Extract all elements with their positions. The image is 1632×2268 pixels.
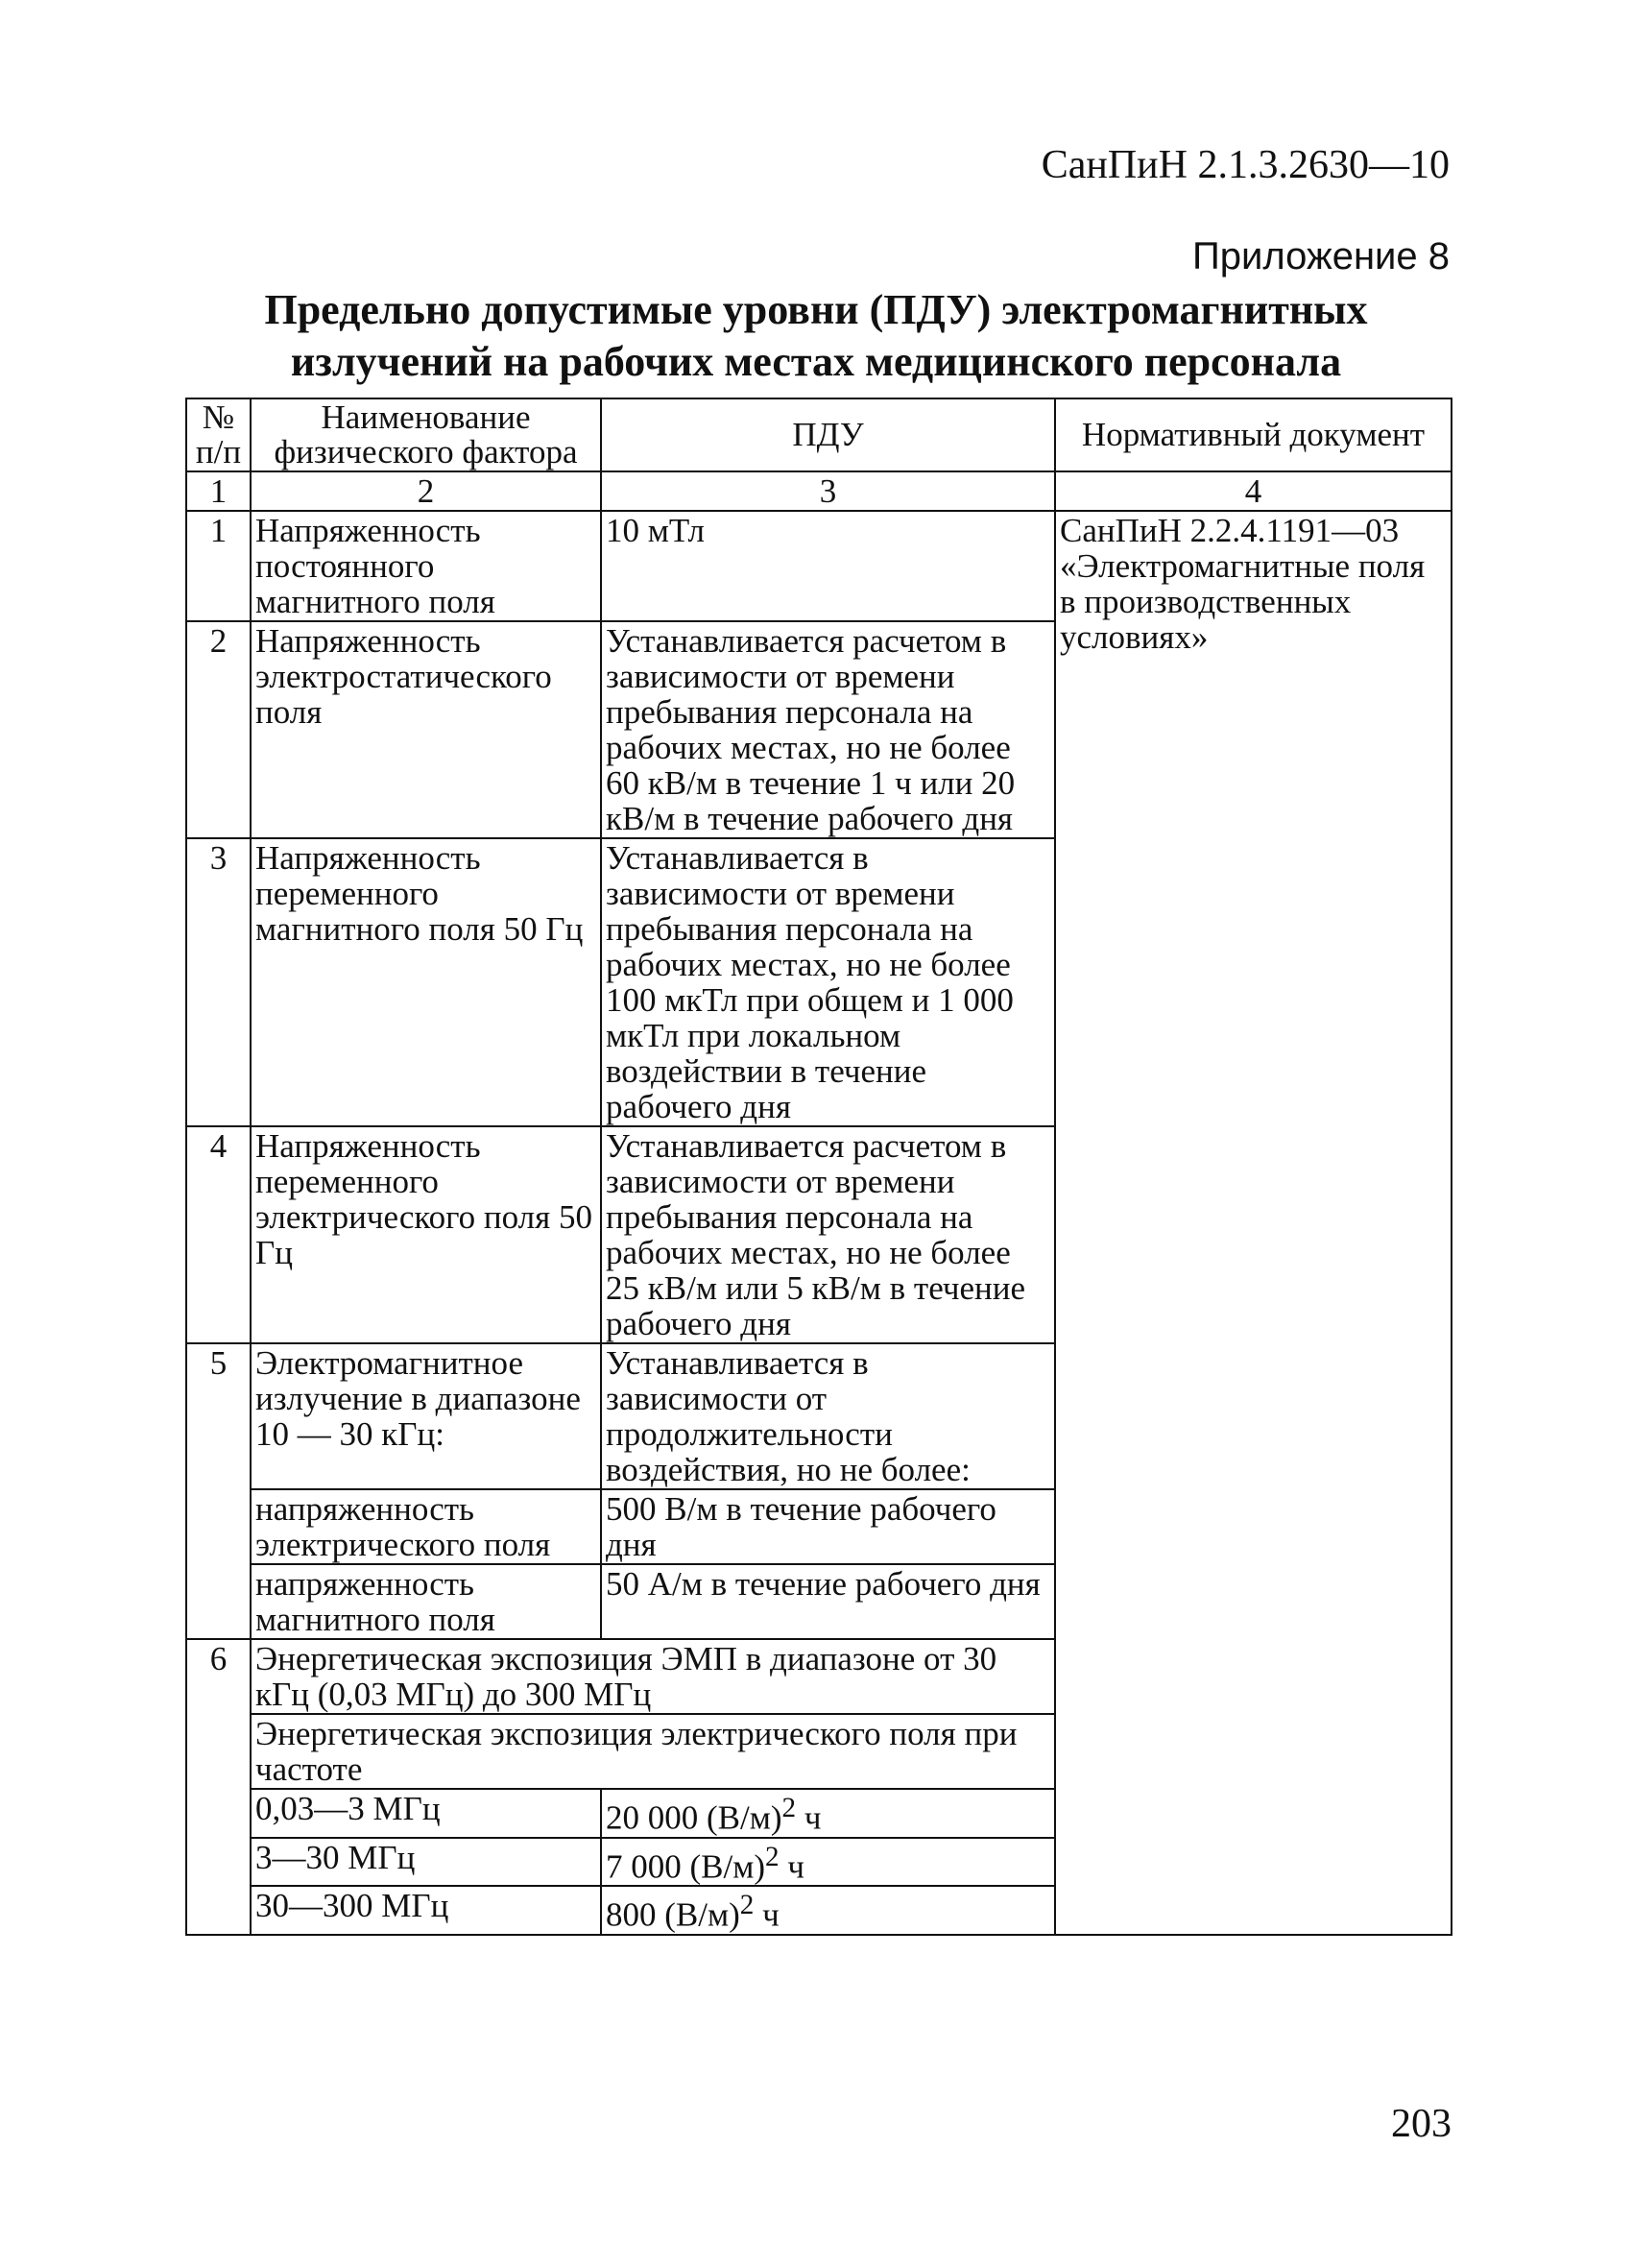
- exposure-number: 800: [606, 1895, 657, 1934]
- row-num: 5: [186, 1343, 251, 1639]
- header-factor: Наименование физического фактора: [251, 398, 601, 471]
- unit-base: (В/м): [689, 1847, 766, 1886]
- title-line-2: излучений на рабочих местах медицинского персонала: [290, 338, 1342, 385]
- limits-table: [185, 398, 1452, 1936]
- page-title: [187, 284, 1445, 388]
- row-subtitle: Энергетическая экспозиция электрического поля при частоте: [251, 1714, 1055, 1789]
- row-num: 1: [186, 511, 251, 621]
- normative-document: СанПиН 2.2.4.1191—03 «Электромагнитные поля в производственных условиях»: [1055, 511, 1452, 1935]
- row-factor: Напряженность переменного электрического поля 50 Гц: [251, 1126, 601, 1343]
- row-factor: Напряженность электростатического поля: [251, 621, 601, 838]
- header-doc: Нормативный документ: [1055, 398, 1452, 471]
- unit-time: ч: [787, 1847, 804, 1886]
- row-pdu: Устанавливается расчетом в зависимости от времени пребывания персонала на рабочих местах, но не более 25 кВ/м или 5 кВ/м в течение рабочего дня: [601, 1126, 1055, 1343]
- row-pdu: Устанавливается в зависимости от продолжительности воздействия, но не более:: [601, 1343, 1055, 1489]
- unit-power: 2: [781, 1793, 797, 1823]
- row-pdu: Устанавливается в зависимости от времени пребывания персонала на рабочих местах, но не более 100 мкТл при общем и 1 000 мкТл при локальном воздействии в течение рабочего дня: [601, 838, 1055, 1126]
- row-pdu: 50 А/м в течение рабочего дня: [601, 1564, 1055, 1639]
- page-number: 203: [1391, 2102, 1452, 2146]
- row-factor: Энергетическая экспозиция ЭМП в диапазоне от 30 кГц (0,03 МГц) до 300 МГц: [251, 1639, 1055, 1714]
- row-num: 4: [186, 1126, 251, 1343]
- row-pdu: 10 мТл: [601, 511, 1055, 621]
- header-pdu: ПДУ: [601, 398, 1055, 471]
- exposure-number: 7 000: [606, 1847, 682, 1886]
- unit-base: (В/м): [664, 1895, 740, 1934]
- row-factor: Напряженность переменного магнитного поля 50 Гц: [251, 838, 601, 1126]
- row-pdu: Устанавливается расчетом в зависимости от времени пребывания персонала на рабочих местах, но не более 60 кВ/м в течение 1 ч или 20 кВ/м в течение рабочего дня: [601, 621, 1055, 838]
- col-number: 3: [601, 471, 1055, 511]
- appendix-label: Приложение 8: [1192, 235, 1450, 277]
- unit-power: 2: [739, 1890, 755, 1921]
- title-line-1: Предельно допустимые уровни (ПДУ) электромагнитных: [264, 286, 1368, 333]
- exposure-value: [601, 1789, 1055, 1838]
- row-num: 2: [186, 621, 251, 838]
- row-factor: Электромагнитное излучение в диапазоне 10 — 30 кГц:: [251, 1343, 601, 1489]
- row-factor: напряженность электрического поля: [251, 1489, 601, 1564]
- exposure-number: 20 000: [606, 1798, 699, 1837]
- frequency-range: 30—300 МГц: [251, 1886, 601, 1935]
- column-number-row: [186, 471, 1452, 511]
- unit-time: ч: [762, 1895, 780, 1934]
- exposure-value: [601, 1886, 1055, 1935]
- table-header-row: [186, 398, 1452, 471]
- row-num: 6: [186, 1639, 251, 1935]
- col-number: 1: [186, 471, 251, 511]
- exposure-value: [601, 1838, 1055, 1887]
- frequency-range: 3—30 МГц: [251, 1838, 601, 1887]
- col-number: 4: [1055, 471, 1452, 511]
- frequency-range: 0,03—3 МГц: [251, 1789, 601, 1838]
- header-num: № п/п: [186, 398, 251, 471]
- unit-base: (В/м): [707, 1798, 782, 1837]
- document-code: СанПиН 2.1.3.2630—10: [1041, 143, 1450, 187]
- unit-power: 2: [765, 1841, 780, 1872]
- unit-time: ч: [804, 1798, 822, 1837]
- row-num: 3: [186, 838, 251, 1126]
- row-factor: напряженность магнитного поля: [251, 1564, 601, 1639]
- row-factor: Напряженность постоянного магнитного поля: [251, 511, 601, 621]
- row-pdu: 500 В/м в течение рабочего дня: [601, 1489, 1055, 1564]
- table-row: [186, 511, 1452, 621]
- col-number: 2: [251, 471, 601, 511]
